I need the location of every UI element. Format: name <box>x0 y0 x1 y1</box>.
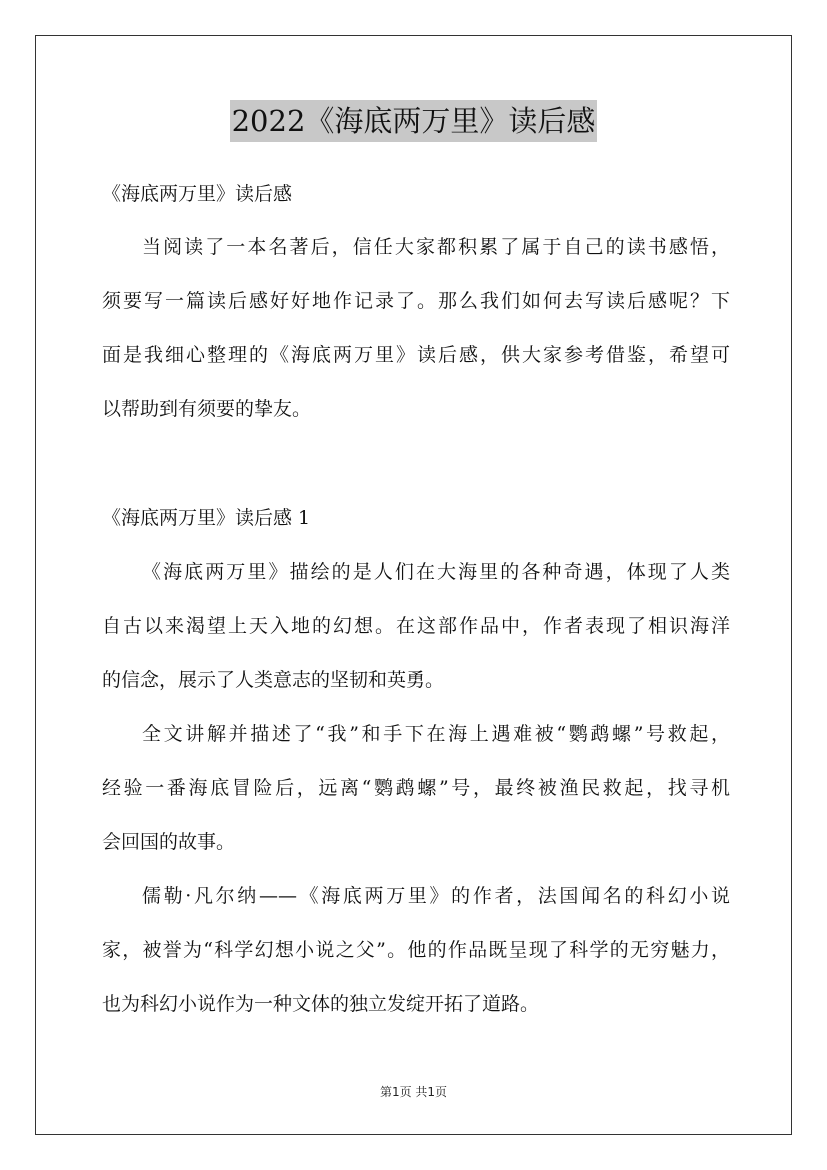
para1-line-3: 的信念，展示了人类意志的坚韧和英勇。 <box>102 669 445 691</box>
page-footer: 第1页 共1页 <box>379 1085 448 1099</box>
intro-line-1: 当阅读了一本名著后，信任大家都积累了属于自己的读书感悟， <box>142 236 730 258</box>
para3-line-2: 家，被誉为“科学幻想小说之父”。他的作品既呈现了科学的无穷魅力， <box>102 939 730 961</box>
section-heading-intro: 《海底两万里》读后感 <box>102 183 293 205</box>
section-heading-1: 《海底两万里》读后感 1 <box>102 507 311 529</box>
document-title: 2022《海底两万里》读后感 <box>230 100 598 142</box>
para1-line-2: 自古以来渴望上天入地的幻想。在这部作品中，作者表现了相识海洋 <box>102 615 730 637</box>
para2-line-2: 经验一番海底冒险后，远离“鹦鹉螺”号，最终被渔民救起，找寻机 <box>102 777 730 799</box>
para3-line-3: 也为科幻小说作为一种文体的独立发绽开拓了道路。 <box>102 993 540 1015</box>
para1-line-1: 《海底两万里》描绘的是人们在大海里的各种奇遇，体现了人类 <box>142 561 730 583</box>
para2-line-3: 会回国的故事。 <box>102 831 236 853</box>
document-body <box>102 0 730 1070</box>
para3-line-1: 儒勒·凡尔纳——《海底两万里》的作者，法国闻名的科幻小说 <box>142 885 730 907</box>
intro-line-4: 以帮助到有须要的挚友。 <box>102 398 312 420</box>
intro-line-3: 面是我细心整理的《海底两万里》读后感，供大家参考借鉴，希望可 <box>102 344 730 366</box>
intro-line-2: 须要写一篇读后感好好地作记录了。那么我们如何去写读后感呢？下 <box>102 290 730 312</box>
para2-line-1: 全文讲解并描述了“我”和手下在海上遇难被“鹦鹉螺”号救起， <box>142 723 730 745</box>
